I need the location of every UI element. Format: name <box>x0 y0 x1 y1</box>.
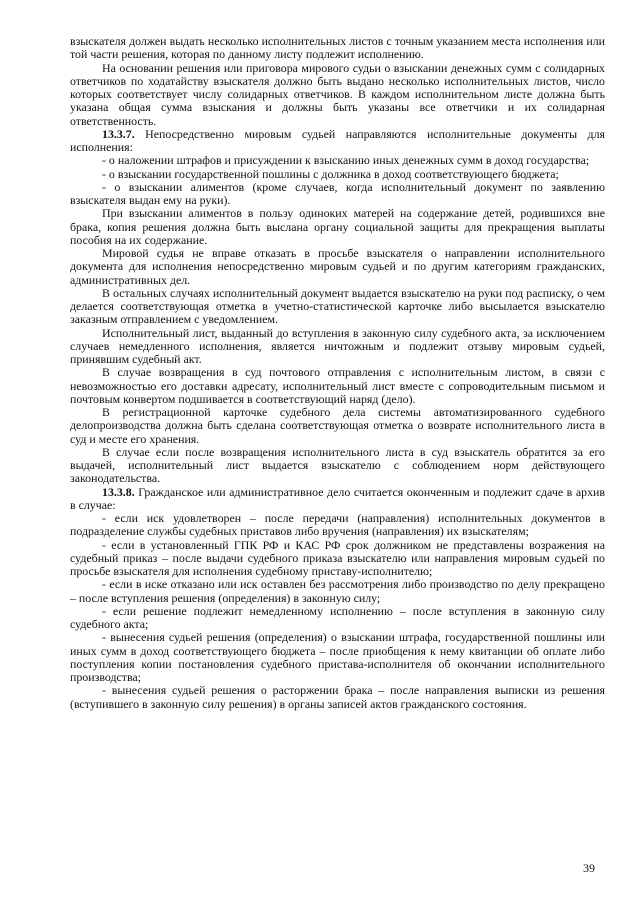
list-item: - если иск удовлетворен – после передачи (направления) исполнительных документов в подразделение службы судебных приставов либо вручения (направления) их взыскателям; <box>70 511 605 539</box>
list-item: - если в иске отказано или иск оставлен без рассмотрения либо производство по делу прекращено – после вступления решения (определения) в законную силу; <box>70 577 605 605</box>
paragraph: В случае если после возвращения исполнительного листа в суд взыскатель обратится за его выдачей, исполнительный лист выдается взыскателю с соблюдением норм действующего законодательства. <box>70 444 605 486</box>
paragraph-text: Непосредственно мировым судьей направляются исполнительные документы для исполнения: <box>70 126 605 154</box>
list-item: - о наложении штрафов и присуждении к взысканию иных денежных сумм в доход государства; <box>102 153 590 168</box>
section-number: 13.3.7. <box>102 126 135 141</box>
list-item: - если решение подлежит немедленному исполнению – после вступления в законную силу судебного акта; <box>70 603 605 631</box>
document-body <box>70 35 605 711</box>
list-item: - если в установленный ГПК РФ и КАС РФ срок должником не представлены возражения на судебный приказ – после выдачи судебного приказа взыскателю или направления мировым судьей по просьбе взыскателя для исполнения судебному приставу-исполнителю; <box>70 537 605 578</box>
paragraph: В регистрационной карточке судебного дела системы автоматизированного судебного делопроизводства должна быть сделана соответствующая отметка о возврате исполнительного листа в суд и месте его хранения. <box>70 405 605 446</box>
paragraph: взыскателя должен выдать несколько исполнительных листов с точным указанием места исполнения или той части решения, которая по данному листу подлежит исполнению. <box>70 34 605 62</box>
paragraph: Мировой судья не вправе отказать в просьбе взыскателя о направлении исполнительного документа для исполнения непосредственно мировым судьей и по другим категориям гражданских, административных дел. <box>70 246 605 287</box>
section-number: 13.3.8. <box>102 484 135 499</box>
paragraph: При взыскании алиментов в пользу одиноких матерей на содержание детей, родившихся вне брака, копия решения должна быть выслана органу социальной защиты для прекращения выплаты пособия на их содержание. <box>70 206 605 247</box>
paragraph: В случае возвращения в суд почтового отправления с исполнительным листом, в связи с невозможностью его доставки адресату, исполнительный лист вместе с сопроводительным письмом и почтовым конвертом подшивается в соответствующий наряд (дело). <box>70 365 605 406</box>
list-item: - о взыскании алиментов (кроме случаев, когда исполнительный документ по заявлению взыскателя выдан ему на руки). <box>70 179 605 207</box>
paragraph: На основании решения или приговора мирового судьи о взыскании денежных сумм с солидарных ответчиков по ходатайству взыскателя должно быть выдано несколько исполнительных листов, число которых соответствует числу солидарных ответчиков. В каждом исполнительном листе должна быть указана общая сумма взыскания и должны быть указаны все ответчики и их солидарная ответственность. <box>70 60 605 128</box>
section-paragraph <box>70 486 605 513</box>
list-item: - вынесения судьей решения о расторжении брака – после направления выписки из решения (вступившего в законную силу решения) в органы записей актов гражданского состояния. <box>70 683 605 711</box>
paragraph: В остальных случаях исполнительный документ выдается взыскателю на руки под расписку, о чем делается соответствующая отметка в учетно-статистической карточке либо высылается взыскателю заказным отправлением с уведомлением. <box>70 285 605 327</box>
paragraph: Исполнительный лист, выданный до вступления в законную силу судебного акта, за исключением случаев немедленного исполнения, является ничтожным и подлежит отзыву мировым судьей, принявшим судебный акт. <box>70 325 605 366</box>
list-item: - вынесения судьей решения (определения) о взыскании штрафа, государственной пошлины или иных сумм в доход соответствующего бюджета – после приобщения к нему квитанции об оплате либо поступления копии постановления судебного пристава-исполнителя об окончании исполнительного производства; <box>70 630 605 684</box>
paragraph-text: Гражданское или административное дело считается оконченным и подлежит сдаче в архив в случае: <box>70 484 605 512</box>
page-number: 39 <box>583 861 595 875</box>
list-item: - о взыскании государственной пошлины с должника в доход соответствующего бюджета; <box>102 166 559 181</box>
section-paragraph <box>70 128 605 155</box>
